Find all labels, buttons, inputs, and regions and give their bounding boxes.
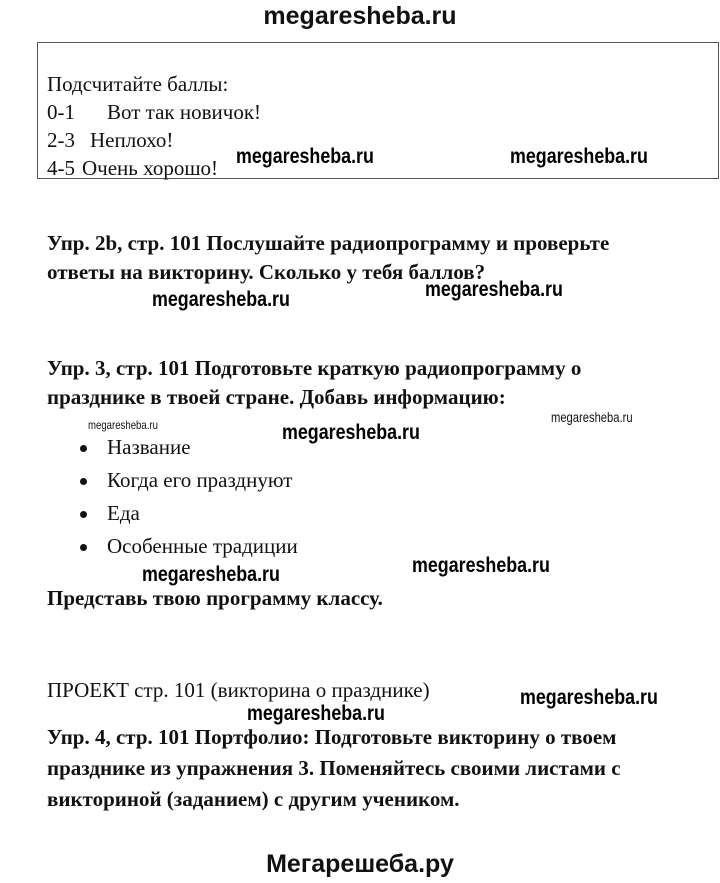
score-title: Подсчитайте баллы: (47, 72, 229, 96)
watermark: megaresheba.ru (412, 554, 550, 577)
bullet-item: Когда его празднуют (107, 468, 293, 492)
bullet-item: Особенные традиции (107, 534, 298, 558)
score-range: 0-1 (47, 100, 75, 124)
exercise-2b-heading: Упр. 2b, стр. 101 Послушайте радиопрограмму и проверьте (47, 231, 610, 255)
watermark: megaresheba.ru (88, 418, 158, 432)
exercise-3-heading: празднике в твоей стране. Добавь информацию: (47, 385, 506, 409)
watermark: megaresheba.ru (510, 145, 648, 168)
score-text: Неплохо! (90, 128, 174, 152)
exercise-4-text: Упр. 4, стр. 101 Портфолио: Подготовьте викторину о твоем (47, 725, 617, 749)
score-text: Очень хорошо! (82, 156, 218, 180)
exercise-3-heading: Упр. 3, стр. 101 Подготовьте краткую радиопрограмму о (47, 356, 582, 380)
bullet-item: Еда (107, 501, 140, 525)
watermark: megaresheba.ru (520, 686, 658, 709)
score-text: Вот так новичок! (107, 100, 262, 124)
exercise-2b-heading: ответы на викторину. Сколько у тебя баллов? (47, 260, 486, 284)
watermark: megaresheba.ru (152, 288, 290, 311)
site-header: megaresheba.ru (263, 2, 457, 30)
watermark: megaresheba.ru (247, 702, 385, 725)
bullet-icon (80, 511, 87, 518)
watermark: megaresheba.ru (551, 409, 633, 425)
watermark: megaresheba.ru (236, 145, 374, 168)
bullet-icon (80, 478, 87, 485)
watermark: megaresheba.ru (282, 421, 420, 444)
project-heading: ПРОЕКТ стр. 101 (викторина о празднике) (47, 678, 430, 702)
bullet-icon (80, 445, 87, 452)
exercise-3-closing: Представь твою программу классу. (47, 586, 383, 610)
score-range: 4-5 (47, 156, 75, 180)
site-footer: Мегарешеба.ру (266, 850, 454, 878)
watermark: megaresheba.ru (425, 278, 563, 301)
bullet-item: Название (107, 435, 191, 459)
score-range: 2-3 (47, 128, 75, 152)
watermark: megaresheba.ru (142, 563, 280, 586)
exercise-4-text: празднике из упражнения 3. Поменяйтесь своими листами с (47, 756, 621, 780)
bullet-icon (80, 544, 87, 551)
exercise-4-text: викториной (заданием) с другим учеником. (47, 787, 460, 811)
